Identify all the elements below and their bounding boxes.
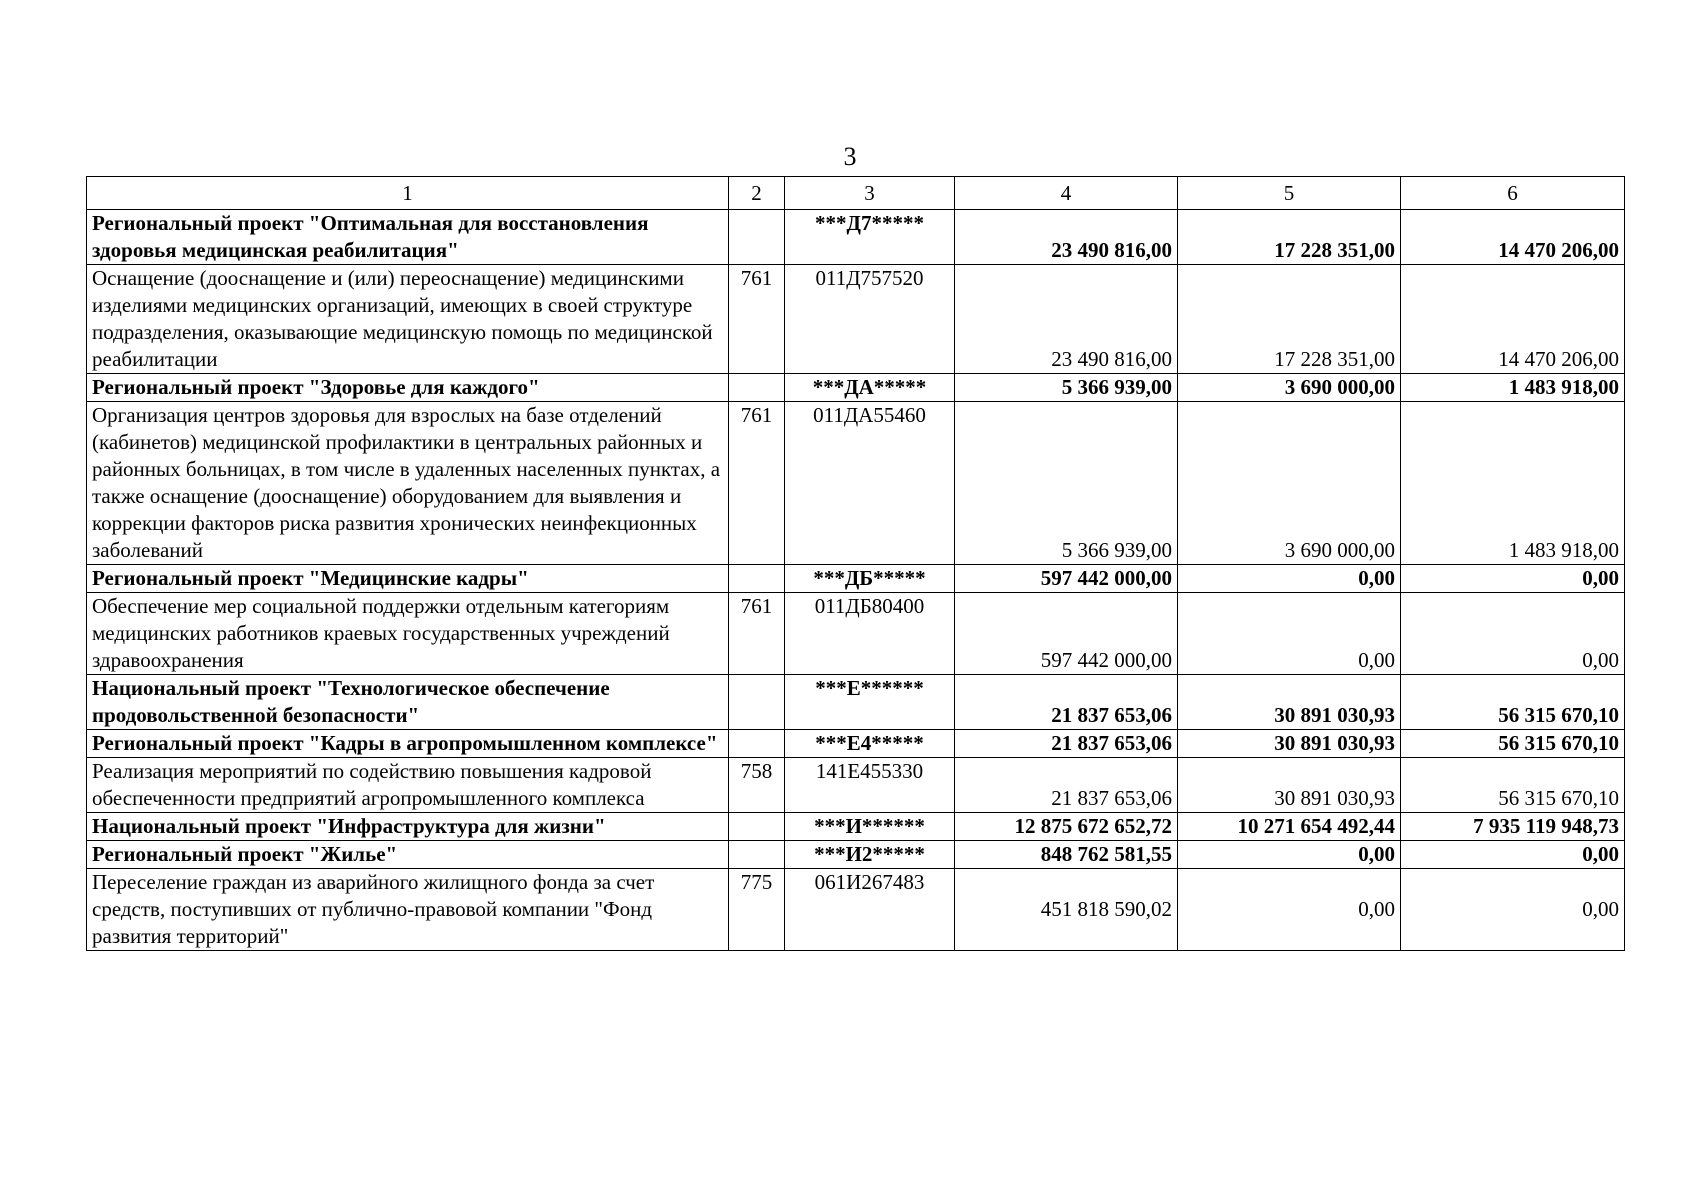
table-row <box>87 265 1625 374</box>
row-code-3: ***ДА***** <box>785 374 955 402</box>
row-code-3: ***И****** <box>785 813 955 841</box>
row-value-4: 451 818 590,02 <box>955 869 1178 951</box>
row-code-2 <box>729 210 785 265</box>
row-code-2: 761 <box>729 265 785 374</box>
table-row <box>87 374 1625 402</box>
row-code-3: ***ДБ***** <box>785 565 955 593</box>
row-value-5: 3 690 000,00 <box>1178 402 1401 565</box>
table-row <box>87 565 1625 593</box>
row-value-4: 5 366 939,00 <box>955 402 1178 565</box>
row-value-5: 0,00 <box>1178 593 1401 675</box>
row-value-6: 0,00 <box>1401 841 1625 869</box>
header-cell: 5 <box>1178 177 1401 210</box>
table-row <box>87 210 1625 265</box>
row-code-2 <box>729 374 785 402</box>
row-code-3: 011Д757520 <box>785 265 955 374</box>
row-value-6: 56 315 670,10 <box>1401 730 1625 758</box>
table-row <box>87 869 1625 951</box>
row-name: Национальный проект "Технологическое обеспечение продовольственной безопасности" <box>87 675 729 730</box>
header-cell: 3 <box>785 177 955 210</box>
row-code-2 <box>729 841 785 869</box>
row-value-4: 597 442 000,00 <box>955 565 1178 593</box>
row-value-5: 0,00 <box>1178 565 1401 593</box>
row-code-2: 761 <box>729 593 785 675</box>
row-code-2: 758 <box>729 758 785 813</box>
row-value-5: 3 690 000,00 <box>1178 374 1401 402</box>
row-name: Региональный проект "Здоровье для каждого" <box>87 374 729 402</box>
row-code-3: 011ДБ80400 <box>785 593 955 675</box>
row-name: Региональный проект "Оптимальная для восстановления здоровья медицинская реабилитация" <box>87 210 729 265</box>
header-cell: 6 <box>1401 177 1625 210</box>
row-code-3: ***Д7***** <box>785 210 955 265</box>
row-value-4: 23 490 816,00 <box>955 210 1178 265</box>
row-value-5: 10 271 654 492,44 <box>1178 813 1401 841</box>
row-name: Оснащение (дооснащение и (или) переоснащение) медицинскими изделиями медицинских организаций, имеющих в своей структуре подразделения, оказывающие медицинскую помощь по медицинской реабилитации <box>87 265 729 374</box>
row-value-4: 23 490 816,00 <box>955 265 1178 374</box>
table-header-row <box>87 177 1625 210</box>
row-value-5: 17 228 351,00 <box>1178 265 1401 374</box>
row-code-2: 775 <box>729 869 785 951</box>
row-code-3: ***Е4***** <box>785 730 955 758</box>
budget-table <box>86 176 1625 951</box>
row-value-6: 0,00 <box>1401 593 1625 675</box>
row-name: Организация центров здоровья для взрослых на базе отделений (кабинетов) медицинской профилактики в центральных районных и районных больницах, в том числе в удаленных населенных пунктах, а также оснащение (дооснащение) оборудованием для выявления и коррекции факторов риска развития хронических неинфекционных заболеваний <box>87 402 729 565</box>
row-code-3: 141Е455330 <box>785 758 955 813</box>
row-code-3: 011ДА55460 <box>785 402 955 565</box>
table-row <box>87 730 1625 758</box>
row-code-2 <box>729 565 785 593</box>
header-cell: 2 <box>729 177 785 210</box>
row-value-6: 14 470 206,00 <box>1401 210 1625 265</box>
row-value-5: 0,00 <box>1178 841 1401 869</box>
row-name: Реализация мероприятий по содействию повышения кадровой обеспеченности предприятий агропромышленного комплекса <box>87 758 729 813</box>
table-row <box>87 593 1625 675</box>
row-code-3: ***И2***** <box>785 841 955 869</box>
table-row <box>87 841 1625 869</box>
row-value-5: 0,00 <box>1178 869 1401 951</box>
row-code-2 <box>729 813 785 841</box>
row-code-3: 061И267483 <box>785 869 955 951</box>
row-name: Национальный проект "Инфраструктура для жизни" <box>87 813 729 841</box>
row-value-5: 30 891 030,93 <box>1178 730 1401 758</box>
header-cell: 4 <box>955 177 1178 210</box>
row-value-5: 30 891 030,93 <box>1178 758 1401 813</box>
row-value-6: 1 483 918,00 <box>1401 402 1625 565</box>
row-value-4: 21 837 653,06 <box>955 758 1178 813</box>
row-value-4: 5 366 939,00 <box>955 374 1178 402</box>
table-row <box>87 758 1625 813</box>
row-value-6: 1 483 918,00 <box>1401 374 1625 402</box>
header-cell: 1 <box>87 177 729 210</box>
table-row <box>87 402 1625 565</box>
row-name: Региональный проект "Кадры в агропромышленном комплексе" <box>87 730 729 758</box>
row-value-5: 17 228 351,00 <box>1178 210 1401 265</box>
row-code-3: ***Е****** <box>785 675 955 730</box>
row-code-2: 761 <box>729 402 785 565</box>
row-name: Переселение граждан из аварийного жилищного фонда за счет средств, поступивших от публично-правовой компании "Фонд развития территорий" <box>87 869 729 951</box>
row-value-6: 7 935 119 948,73 <box>1401 813 1625 841</box>
table-row <box>87 675 1625 730</box>
row-code-2 <box>729 730 785 758</box>
row-value-5: 30 891 030,93 <box>1178 675 1401 730</box>
row-code-2 <box>729 675 785 730</box>
row-value-4: 597 442 000,00 <box>955 593 1178 675</box>
row-value-6: 0,00 <box>1401 565 1625 593</box>
row-name: Обеспечение мер социальной поддержки отдельным категориям медицинских работников краевых государственных учреждений здравоохранения <box>87 593 729 675</box>
row-name: Региональный проект "Медицинские кадры" <box>87 565 729 593</box>
row-value-6: 56 315 670,10 <box>1401 675 1625 730</box>
page-number: 3 <box>843 142 857 171</box>
row-value-4: 21 837 653,06 <box>955 730 1178 758</box>
row-name: Региональный проект "Жилье" <box>87 841 729 869</box>
row-value-4: 12 875 672 652,72 <box>955 813 1178 841</box>
row-value-4: 848 762 581,55 <box>955 841 1178 869</box>
table-row <box>87 813 1625 841</box>
row-value-6: 0,00 <box>1401 869 1625 951</box>
row-value-4: 21 837 653,06 <box>955 675 1178 730</box>
row-value-6: 14 470 206,00 <box>1401 265 1625 374</box>
row-value-6: 56 315 670,10 <box>1401 758 1625 813</box>
